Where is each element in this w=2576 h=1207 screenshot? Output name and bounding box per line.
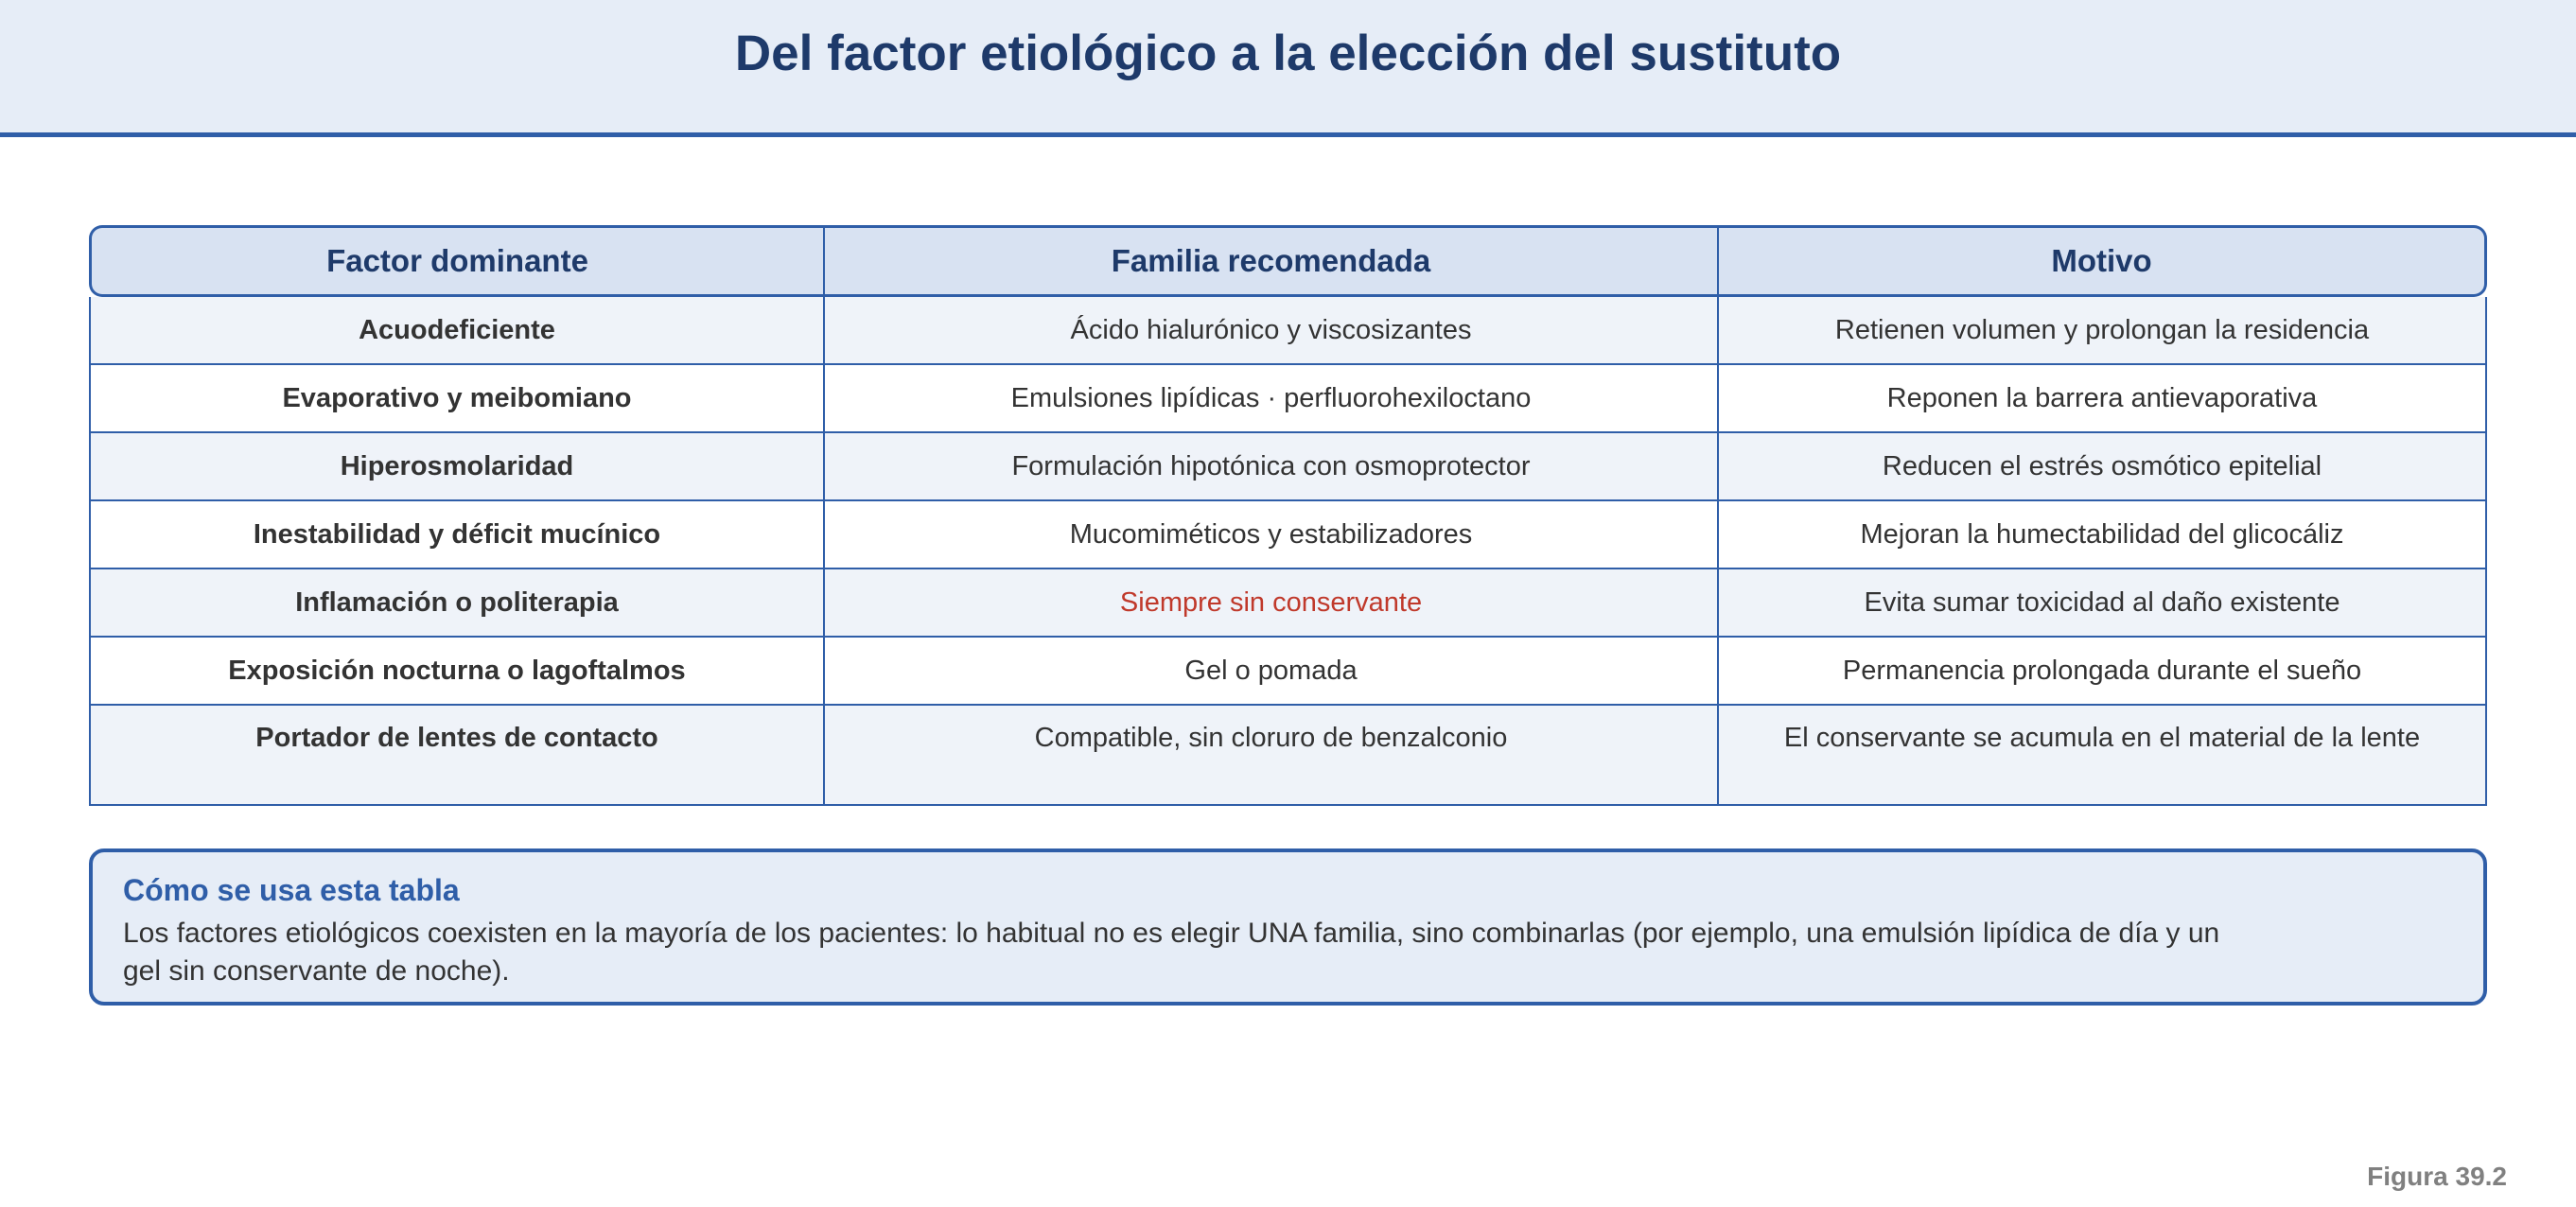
header-band bbox=[0, 0, 2576, 137]
table-row bbox=[89, 706, 2487, 806]
familia-cell: Gel o pomada bbox=[825, 638, 1719, 706]
usage-note-title: Cómo se usa esta tabla bbox=[123, 873, 460, 907]
column-header-familia: Familia recomendada bbox=[825, 225, 1719, 297]
familia-cell: Mucomiméticos y estabilizadores bbox=[825, 501, 1719, 569]
factor-cell: Evaporativo y meibomiano bbox=[89, 365, 825, 433]
table-row bbox=[89, 569, 2487, 638]
recommendation-table bbox=[89, 225, 2487, 806]
familia-cell: Formulación hipotónica con osmoprotector bbox=[825, 433, 1719, 501]
figure-label: Figura 39.2 bbox=[2367, 1162, 2507, 1191]
table-row bbox=[89, 297, 2487, 365]
motivo-cell: Mejoran la humectabilidad del glicocáliz bbox=[1719, 501, 2487, 569]
familia-cell-warning: Siempre sin conservante bbox=[825, 569, 1719, 638]
table-row bbox=[89, 638, 2487, 706]
page-title: Del factor etiológico a la elección del sustituto bbox=[734, 26, 1842, 81]
motivo-cell: Permanencia prolongada durante el sueño bbox=[1719, 638, 2487, 706]
factor-cell: Acuodeficiente bbox=[89, 297, 825, 365]
motivo-cell: Reponen la barrera antievaporativa bbox=[1719, 365, 2487, 433]
table-row bbox=[89, 433, 2487, 501]
factor-cell: Exposición nocturna o lagoftalmos bbox=[89, 638, 825, 706]
factor-cell: Inestabilidad y déficit mucínico bbox=[89, 501, 825, 569]
motivo-cell: Reducen el estrés osmótico epitelial bbox=[1719, 433, 2487, 501]
factor-cell: Portador de lentes de contacto bbox=[89, 706, 825, 806]
column-header-factor: Factor dominante bbox=[89, 225, 825, 297]
usage-note-box bbox=[89, 848, 2487, 1006]
table-header-row bbox=[89, 225, 2487, 297]
table-row bbox=[89, 501, 2487, 569]
usage-note-text: Los factores etiológicos coexisten en la mayoría de los pacientes: lo habitual no es elegir UNA familia, sino combinarlas (por ejemplo, una emulsión lipídica de día y un gel sin conservante de noche). bbox=[123, 918, 2220, 987]
factor-cell: Hiperosmolaridad bbox=[89, 433, 825, 501]
motivo-cell: Retienen volumen y prolongan la residencia bbox=[1719, 297, 2487, 365]
recommendation-table-wrap bbox=[89, 225, 2487, 806]
table-row bbox=[89, 365, 2487, 433]
motivo-cell: El conservante se acumula en el material de la lente bbox=[1719, 706, 2487, 806]
familia-cell: Compatible, sin cloruro de benzalconio bbox=[825, 706, 1719, 806]
familia-cell: Emulsiones lipídicas · perfluorohexiloctano bbox=[825, 365, 1719, 433]
factor-cell: Inflamación o politerapia bbox=[89, 569, 825, 638]
familia-cell: Ácido hialurónico y viscosizantes bbox=[825, 297, 1719, 365]
column-header-motivo: Motivo bbox=[1719, 225, 2487, 297]
motivo-cell: Evita sumar toxicidad al daño existente bbox=[1719, 569, 2487, 638]
